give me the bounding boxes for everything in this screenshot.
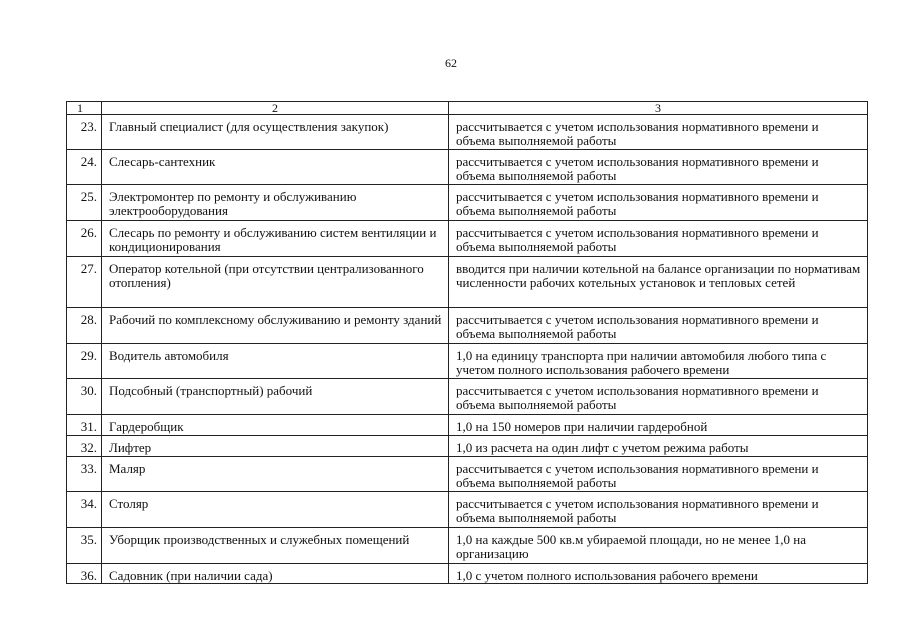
staffing-norm: рассчитывается с учетом использования нормативного времени и объема выполняемой работы <box>449 492 868 528</box>
row-number: 26. <box>67 221 102 257</box>
staffing-norm: рассчитывается с учетом использования нормативного времени и объема выполняемой работы <box>449 379 868 415</box>
table-header-row <box>67 102 868 115</box>
staffing-norm: рассчитывается с учетом использования нормативного времени и объема выполняемой работы <box>449 115 868 150</box>
column-header-1: 1 <box>67 102 102 115</box>
row-number: 25. <box>67 185 102 221</box>
row-number: 23. <box>67 115 102 150</box>
position-name: Гардеробщик <box>102 415 449 436</box>
table-row <box>67 185 868 221</box>
table-row <box>67 415 868 436</box>
table-row <box>67 344 868 379</box>
row-number: 31. <box>67 415 102 436</box>
staffing-norm: рассчитывается с учетом использования нормативного времени и объема выполняемой работы <box>449 221 868 257</box>
table-row <box>67 492 868 528</box>
position-name: Главный специалист (для осуществления закупок) <box>102 115 449 150</box>
table-row <box>67 379 868 415</box>
staffing-norm: 1,0 на 150 номеров при наличии гардеробной <box>449 415 868 436</box>
table-row <box>67 115 868 150</box>
position-name: Рабочий по комплексному обслуживанию и ремонту зданий <box>102 308 449 344</box>
table-row <box>67 457 868 492</box>
row-number: 29. <box>67 344 102 379</box>
position-name: Слесарь по ремонту и обслуживанию систем вентиляции и кондиционирования <box>102 221 449 257</box>
row-number: 34. <box>67 492 102 528</box>
table-row <box>67 436 868 457</box>
row-number: 33. <box>67 457 102 492</box>
staffing-norms-table <box>66 101 868 584</box>
staffing-norm: рассчитывается с учетом использования нормативного времени и объема выполняемой работы <box>449 308 868 344</box>
row-number: 28. <box>67 308 102 344</box>
position-name: Слесарь-сантехник <box>102 150 449 185</box>
staffing-norm: рассчитывается с учетом использования нормативного времени и объема выполняемой работы <box>449 457 868 492</box>
position-name: Оператор котельной (при отсутствии централизованного отопления) <box>102 257 449 308</box>
column-header-2: 2 <box>102 102 449 115</box>
table-row <box>67 221 868 257</box>
table-row <box>67 564 868 584</box>
staffing-norm: 1,0 из расчета на один лифт с учетом режима работы <box>449 436 868 457</box>
position-name: Столяр <box>102 492 449 528</box>
position-name: Садовник (при наличии сада) <box>102 564 449 584</box>
table-row <box>67 150 868 185</box>
staffing-norm: 1,0 с учетом полного использования рабочего времени <box>449 564 868 584</box>
column-header-3: 3 <box>449 102 868 115</box>
position-name: Лифтер <box>102 436 449 457</box>
staffing-norm: рассчитывается с учетом использования нормативного времени и объема выполняемой работы <box>449 185 868 221</box>
staffing-norm: 1,0 на единицу транспорта при наличии автомобиля любого типа с учетом полного использования рабочего времени <box>449 344 868 379</box>
staffing-norm: 1,0 на каждые 500 кв.м убираемой площади, но не менее 1,0 на организацию <box>449 528 868 564</box>
row-number: 24. <box>67 150 102 185</box>
row-number: 35. <box>67 528 102 564</box>
position-name: Маляр <box>102 457 449 492</box>
table-row <box>67 308 868 344</box>
table-row <box>67 528 868 564</box>
table-row <box>67 257 868 308</box>
page-number: 62 <box>445 56 457 70</box>
position-name: Электромонтер по ремонту и обслуживанию электрооборудования <box>102 185 449 221</box>
staffing-norm: рассчитывается с учетом использования нормативного времени и объема выполняемой работы <box>449 150 868 185</box>
row-number: 32. <box>67 436 102 457</box>
row-number: 36. <box>67 564 102 584</box>
row-number: 30. <box>67 379 102 415</box>
position-name: Водитель автомобиля <box>102 344 449 379</box>
position-name: Подсобный (транспортный) рабочий <box>102 379 449 415</box>
row-number: 27. <box>67 257 102 308</box>
position-name: Уборщик производственных и служебных помещений <box>102 528 449 564</box>
staffing-norm: вводится при наличии котельной на балансе организации по нормативам численности рабочих котельных установок и тепловых сетей <box>449 257 868 308</box>
